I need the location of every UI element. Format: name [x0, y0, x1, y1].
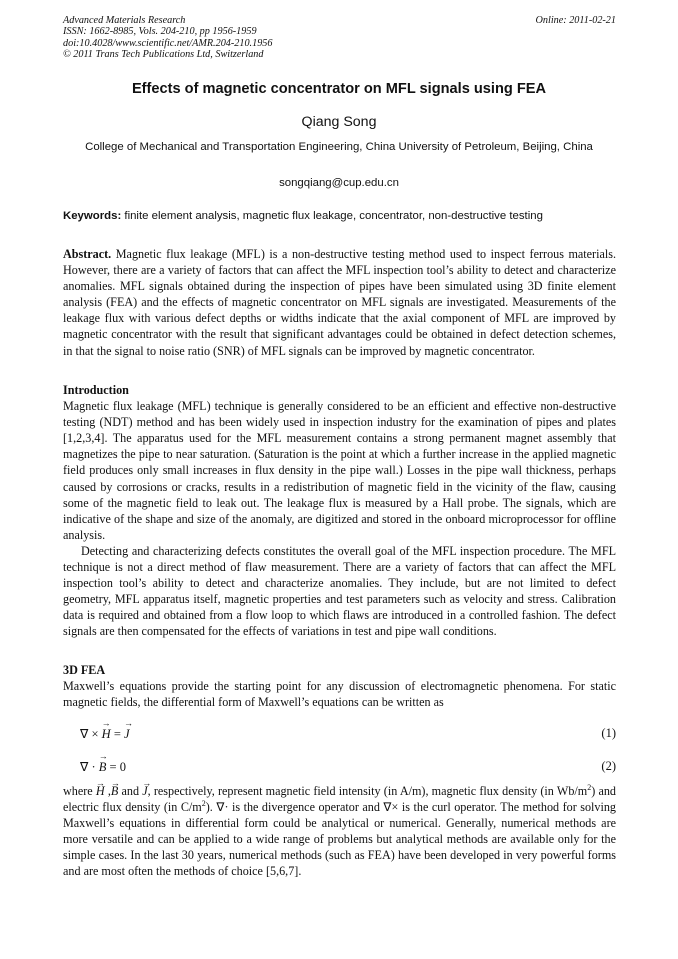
- keywords-text: finite element analysis, magnetic flux leakage, concentrator, non-destructive testing: [124, 210, 543, 222]
- symbol-j: → J: [142, 784, 147, 798]
- equation-2-number: (2): [601, 759, 616, 773]
- equation-1-expression: ∇ × → H = → J: [80, 727, 130, 741]
- equation-2-expression: ∇ · → B = 0: [80, 760, 126, 774]
- copyright-line: © 2011 Trans Tech Publications Ltd, Switzerland: [63, 48, 264, 60]
- keywords-label: Keywords:: [63, 210, 122, 222]
- abstract-text: Magnetic flux leakage (MFL) is a non-destructive testing method used to inspect ferrous materials. However, there are a variety of factors that can affect the MFL inspection tool’s ability to detect and characterize anomalies. MFL signals obtained during the inspection of pipes have been simulated using 3D finite element analysis (FEA) and the effects of magnetic concentrator on MFL signals are investigated. Measurements of the leakage flux with various defect depths or widths indicate that the axial component of MFL are improved by magnetic concentrator with the result that significant advantages could be obtained in defect detection schemes, in that the signal to noise ratio (SNR) of MFL signals can be improved by magnetic concentrator.: [63, 247, 616, 358]
- issn-line: ISSN: 1662-8985, Vols. 204-210, pp 1956-1959: [63, 26, 257, 38]
- fea-text-1: , respectively, represent magnetic field intensity (in A/m), magnetic flux density (in Wb/m: [147, 784, 588, 798]
- introduction-section: [63, 382, 616, 640]
- superscript-2a: 2: [587, 782, 592, 792]
- paper-title: Effects of magnetic concentrator on MFL signals using FEA: [131, 81, 547, 97]
- introduction-paragraph-1: Magnetic flux leakage (MFL) technique is generally considered to be an efficient and effective non-destructive testing (NDT) method and has been widely used in inspection industry for the examination of pipes and plates [1,2,3,4]. The apparatus used for the MFL measurement contains a strong permanent magnet assembly that magnetizes the pipe to near saturation. (Saturation is the point at which a further increase in the applied magnetic field produces only small increases in flux density in the pipe wall.) Losses in the pipe wall thickness, perhaps caused by corrosions or cracks, results in a redistribution of magnetic field in the vicinity of the flaw, causing some of the magnetic field to leak out. The leakage flux is measured by a Hall probe. The signals, which are indicative of the shape and size of the anomaly, are digitized and stored in the onboard microprocessor for offline analysis.: [63, 399, 616, 542]
- symbol-h: → H: [96, 784, 105, 798]
- doi-line: doi:10.4028/www.scientific.net/AMR.204-210.1956: [63, 37, 273, 49]
- abstract: [63, 246, 616, 359]
- and-word: and: [121, 784, 140, 798]
- abstract-label: Abstract.: [63, 247, 112, 261]
- journal-header: [63, 15, 616, 60]
- introduction-paragraph-2: Detecting and characterizing defects constitutes the overall goal of the MFL inspection procedure. The MFL technique is not a direct method of flaw measurement. There are a variety of factors that can affect the MFL inspection tool’s ability to detect and characterize anomalies. They include, but are not limited to defect geometry, MFL apparatus itself, magnetic properties and test parameters such as velocity and stress. Calibration data is required and obtained from a flow loop to which flaws are introduced in a controlled fashion. The defect signals are then compensated for the effects of variations in test and pipe wall conditions.: [63, 543, 616, 639]
- equation-1: [80, 726, 616, 742]
- fea-text-2: ) and electric flux density (in C/m: [63, 784, 616, 815]
- keywords: [63, 210, 623, 222]
- superscript-2b: 2: [201, 799, 206, 809]
- equation-1-number: (1): [601, 726, 616, 740]
- fea-section: [63, 662, 616, 710]
- affiliation: College of Mechanical and Transportation Engineering, China University of Petroleum, Beijing, China: [85, 141, 593, 153]
- symbol-b: → B: [111, 784, 118, 798]
- fea-heading: 3D FEA: [63, 663, 106, 677]
- fea-paragraph: where → H ,→ B and → J, respectively, represent magnetic field intensity (in A/m), magnetic flux density (in $Wb/m^2$) and electric flux density (in $C/m^2$). ∇· is the divergence operator and ∇× is the curl operator. The method for solving Maxwell’s equations in differential form could be analytical or numerical. Generally, numerical methods are more versatile and can be applied to a wide range of problems but analytical methods are available only for the simple cases. In the last 30 years, numerical methods (such as FEA) have been developed in very powerful forms and are most often the methods of choice [5,6,7].: [63, 783, 616, 880]
- equation-2: [80, 759, 616, 775]
- online-date: Online: 2011-02-21: [535, 15, 616, 26]
- author-email: songqiang@cup.edu.cn: [279, 177, 399, 189]
- introduction-heading: Introduction: [63, 383, 129, 397]
- journal-name: Advanced Materials Research: [63, 15, 186, 26]
- fea-intro: Maxwell’s equations provide the starting point for any discussion of electromagnetic phenomena. For static magnetic fields, the differential form of Maxwell’s equations can be written as: [63, 679, 616, 710]
- where-word: where: [63, 784, 93, 798]
- fea-text-3: ). ∇· is the divergence operator and ∇× is the curl operator. The method for solving Maxwell’s equations in differential form could be analytical or numerical. Generally, numerical methods are more versatile and can be applied to a wide range of problems but analytical methods are available only for the simple cases. In the last 30 years, numerical methods (such as FEA) have been developed in very powerful forms and are most often the methods of choice [5,6,7].: [63, 800, 616, 879]
- author-name: Qiang Song: [301, 114, 377, 130]
